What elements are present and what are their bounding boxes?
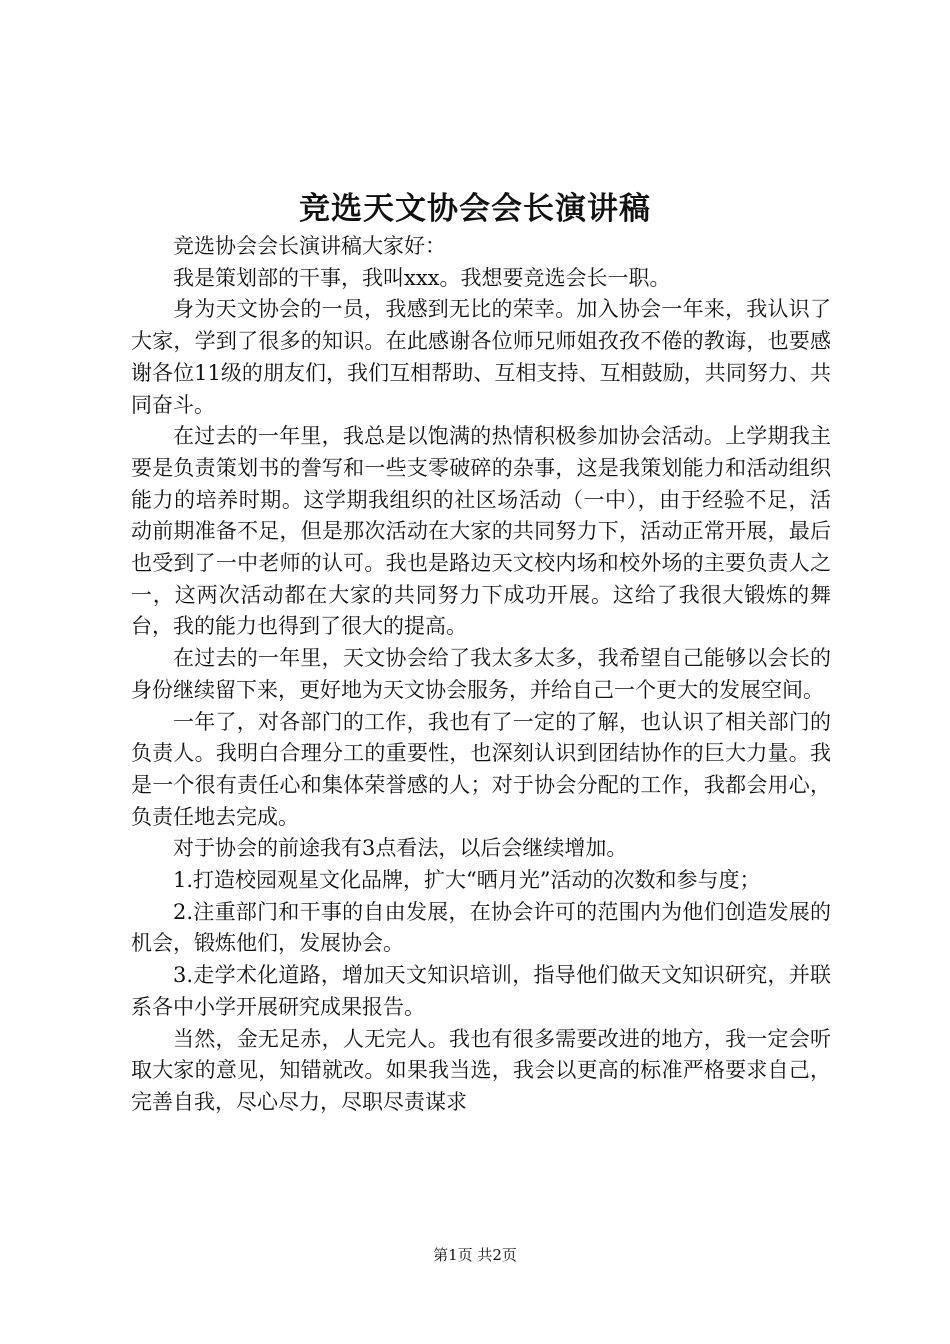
paragraph-plan-2: 2.注重部门和干事的自由发展，在协会许可的范围内为他们创造发展的机会，锻炼他们，发展协会。 (131, 899, 831, 956)
paragraph-understanding: 一年了，对各部门的工作，我也有了一定的了解，也认识了相关部门的负责人。我明白合理分工的重要性，也深刻认识到团结协作的巨大力量。我是一个很有责任心和集体荣誉感的人；对于协会分配的工作，我都会用心，负责任地去完成。 (131, 709, 831, 829)
paragraph-plan-3: 3.走学术化道路，增加天文知识培训，指导他们做天文知识研究，并联系各中小学开展研究成果报告。 (131, 963, 831, 1019)
paragraph-closing: 当然，金无足赤，人无完人。我也有很多需要改进的地方，我一定会听取大家的意见，知错就改。如果我当选，我会以更高的标准严格要求自己，完善自我，尽心尽力，尽职尽责谋求 (131, 1026, 831, 1114)
paragraph-motivation: 在过去的一年里，天文协会给了我太多太多，我希望自己能够以会长的身份继续留下来，更好地为天文协会服务，并给自己一个更大的发展空间。 (131, 646, 831, 702)
paragraph-honor: 身为天文协会的一员，我感到无比的荣幸。加入协会一年来，我认识了大家，学到了很多的知识。在此感谢各位师兄师姐孜孜不倦的教诲，也要感谢各位11级的朋友们，我们互相帮助、互相支持、互相鼓励，共同努力、共同奋斗。 (131, 297, 831, 417)
paragraph-introduction: 我是策划部的干事，我叫xxx。我想要竞选会长一职。 (173, 265, 671, 290)
document-body (131, 231, 831, 1119)
paragraph-plans-intro: 对于协会的前途我有3点看法，以后会继续增加。 (173, 836, 628, 861)
document-title: 竞选天文协会会长演讲稿 (299, 191, 651, 227)
paragraph-plan-1: 1.打造校园观星文化品牌，扩大“晒月光”活动的次数和参与度； (173, 868, 761, 893)
paragraph-experience: 在过去的一年里，我总是以饱满的热情积极参加协会活动。上学期我主要是负责策划书的誊写和一些支零破碎的杂事，这是我策划能力和活动组织能力的培养时期。这学期我组织的社区场活动（一中），由于经验不足，活动前期准备不足，但是那次活动在大家的共同努力下，活动正常开展，最后也受到了一中老师的认可。我也是路边天文校内场和校外场的主要负责人之一，这两次活动都在大家的共同努力下成功开展。这给了我很大锻炼的舞台，我的能力也得到了很大的提高。 (131, 424, 831, 639)
page-number-footer: 第1页 共2页 (433, 1246, 517, 1264)
paragraph-greeting: 竞选协会会长演讲稿大家好： (173, 234, 446, 258)
